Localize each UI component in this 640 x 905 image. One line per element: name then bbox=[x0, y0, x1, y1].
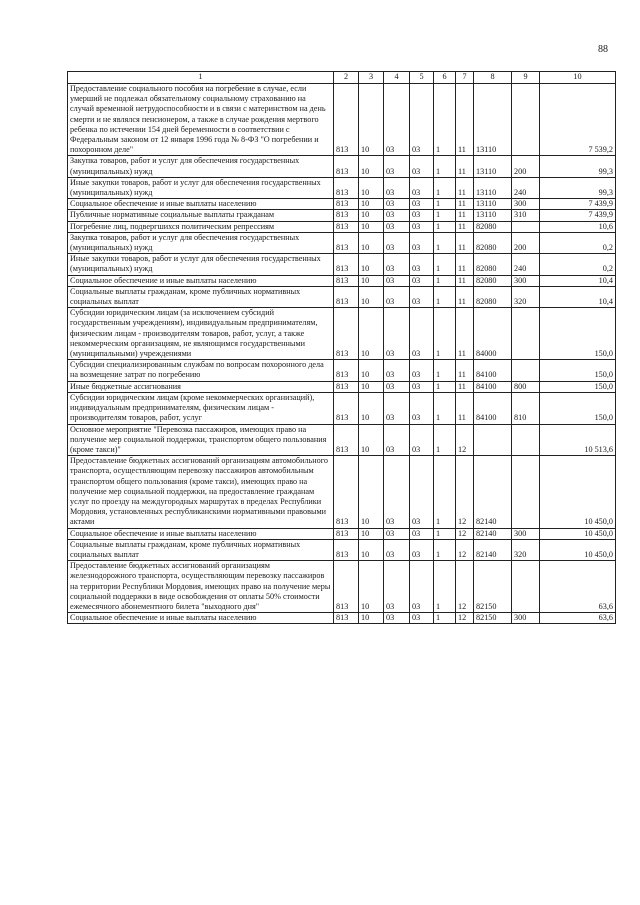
section-code: 10 bbox=[359, 177, 384, 198]
expense-type-code: 300 bbox=[512, 613, 540, 624]
expense-type-code: 300 bbox=[512, 275, 540, 286]
section-code: 10 bbox=[359, 254, 384, 275]
gov-code: 813 bbox=[334, 286, 359, 307]
column-header: 10 bbox=[540, 72, 616, 84]
program-code: 03 bbox=[410, 254, 434, 275]
subprogram-code: 1 bbox=[434, 539, 456, 560]
section-code: 10 bbox=[359, 308, 384, 360]
subprogram-code: 1 bbox=[434, 424, 456, 456]
amount: 10,6 bbox=[540, 221, 616, 232]
amount: 63,6 bbox=[540, 613, 616, 624]
expense-type-code: 320 bbox=[512, 286, 540, 307]
subsection-code: 03 bbox=[384, 381, 410, 392]
event-code: 12 bbox=[456, 456, 474, 528]
gov-code: 813 bbox=[334, 613, 359, 624]
subsection-code: 03 bbox=[384, 308, 410, 360]
direction-code: 82140 bbox=[474, 528, 512, 539]
program-code: 03 bbox=[410, 156, 434, 177]
program-code: 03 bbox=[410, 381, 434, 392]
expense-type-code bbox=[512, 360, 540, 381]
table-row bbox=[68, 275, 616, 286]
direction-code: 84100 bbox=[474, 360, 512, 381]
event-code: 11 bbox=[456, 177, 474, 198]
row-name: Социальное обеспечение и иные выплаты населению bbox=[68, 613, 334, 624]
event-code: 11 bbox=[456, 360, 474, 381]
section-code: 10 bbox=[359, 84, 384, 156]
expense-type-code: 320 bbox=[512, 539, 540, 560]
section-code: 10 bbox=[359, 275, 384, 286]
expense-type-code: 200 bbox=[512, 232, 540, 253]
amount: 150,0 bbox=[540, 381, 616, 392]
table-row bbox=[68, 381, 616, 392]
row-name: Предоставление бюджетных ассигнований организациям автомобильного транспорта, осуществляющим перевозку пассажиров автомобильным транспортом общего пользования (кроме такси), имеющих право на получение мер социальной поддержки, на предоставление гражданам услуг по проезду на междугородных маршрутах в пределах Республики Мордовия, установленных республиканскими нормативными правовыми актами bbox=[68, 456, 334, 528]
direction-code: 84000 bbox=[474, 308, 512, 360]
section-code: 10 bbox=[359, 221, 384, 232]
program-code: 03 bbox=[410, 84, 434, 156]
amount: 10 450,0 bbox=[540, 456, 616, 528]
column-header: 5 bbox=[410, 72, 434, 84]
row-name: Предоставление социального пособия на погребение в случае, если умерший не подлежал обязательному социальному страхованию на случай временной нетрудоспособности и в связи с материнством на день смерти и не являлся пенсионером, а также в случае рождения мертвого ребенка по истечении 154 дней беременности в соответствии с Федеральным законом от 12 января 1996 года № 8-ФЗ "О погребении и похоронном деле" bbox=[68, 84, 334, 156]
table-row bbox=[68, 539, 616, 560]
subprogram-code: 1 bbox=[434, 232, 456, 253]
event-code: 11 bbox=[456, 232, 474, 253]
amount: 10,4 bbox=[540, 286, 616, 307]
section-code: 10 bbox=[359, 156, 384, 177]
amount: 63,6 bbox=[540, 561, 616, 613]
amount: 7 439,9 bbox=[540, 199, 616, 210]
table-row bbox=[68, 254, 616, 275]
amount: 10 513,6 bbox=[540, 424, 616, 456]
table-row bbox=[68, 210, 616, 221]
section-code: 10 bbox=[359, 456, 384, 528]
direction-code: 82150 bbox=[474, 561, 512, 613]
direction-code: 13110 bbox=[474, 84, 512, 156]
subprogram-code: 1 bbox=[434, 221, 456, 232]
table-row bbox=[68, 221, 616, 232]
subprogram-code: 1 bbox=[434, 254, 456, 275]
subprogram-code: 1 bbox=[434, 561, 456, 613]
subsection-code: 03 bbox=[384, 156, 410, 177]
subprogram-code: 1 bbox=[434, 381, 456, 392]
direction-code: 84100 bbox=[474, 381, 512, 392]
event-code: 12 bbox=[456, 613, 474, 624]
table-row bbox=[68, 84, 616, 156]
expense-type-code bbox=[512, 308, 540, 360]
expense-type-code: 810 bbox=[512, 392, 540, 424]
amount: 10 450,0 bbox=[540, 528, 616, 539]
gov-code: 813 bbox=[334, 156, 359, 177]
expense-type-code bbox=[512, 561, 540, 613]
program-code: 03 bbox=[410, 210, 434, 221]
row-name: Основное мероприятие "Перевозка пассажиров, имеющих право на получение мер социальной поддержки, транспортом общего пользования (кроме такси)" bbox=[68, 424, 334, 456]
subsection-code: 03 bbox=[384, 561, 410, 613]
expense-type-code: 300 bbox=[512, 528, 540, 539]
direction-code bbox=[474, 424, 512, 456]
table-row bbox=[68, 286, 616, 307]
expense-type-code: 310 bbox=[512, 210, 540, 221]
expense-type-code: 200 bbox=[512, 156, 540, 177]
amount: 10,4 bbox=[540, 275, 616, 286]
subsection-code: 03 bbox=[384, 424, 410, 456]
column-header: 9 bbox=[512, 72, 540, 84]
amount: 99,3 bbox=[540, 177, 616, 198]
section-code: 10 bbox=[359, 232, 384, 253]
table-row bbox=[68, 613, 616, 624]
program-code: 03 bbox=[410, 561, 434, 613]
table-row bbox=[68, 561, 616, 613]
event-code: 11 bbox=[456, 308, 474, 360]
table-row bbox=[68, 156, 616, 177]
direction-code: 82150 bbox=[474, 613, 512, 624]
table-row bbox=[68, 199, 616, 210]
amount: 7 539,2 bbox=[540, 84, 616, 156]
column-header: 8 bbox=[474, 72, 512, 84]
table-row bbox=[68, 177, 616, 198]
table-row bbox=[68, 232, 616, 253]
gov-code: 813 bbox=[334, 232, 359, 253]
gov-code: 813 bbox=[334, 392, 359, 424]
subsection-code: 03 bbox=[384, 254, 410, 275]
program-code: 03 bbox=[410, 456, 434, 528]
subsection-code: 03 bbox=[384, 539, 410, 560]
program-code: 03 bbox=[410, 308, 434, 360]
budget-table bbox=[67, 71, 616, 624]
subprogram-code: 1 bbox=[434, 210, 456, 221]
section-code: 10 bbox=[359, 561, 384, 613]
event-code: 11 bbox=[456, 84, 474, 156]
amount: 150,0 bbox=[540, 392, 616, 424]
table-body bbox=[68, 84, 616, 624]
direction-code: 82140 bbox=[474, 456, 512, 528]
subprogram-code: 1 bbox=[434, 613, 456, 624]
row-name: Предоставление бюджетных ассигнований организациям железнодорожного транспорта, осуществляющим перевозку пассажиров на территории Республики Мордовия, имеющих право на получение меры социальной поддержки в виде освобождения от оплаты 50% стоимости ежемесячного абонементного билета "выходного дня" bbox=[68, 561, 334, 613]
direction-code: 13110 bbox=[474, 177, 512, 198]
program-code: 03 bbox=[410, 539, 434, 560]
table-row bbox=[68, 528, 616, 539]
gov-code: 813 bbox=[334, 561, 359, 613]
program-code: 03 bbox=[410, 199, 434, 210]
subsection-code: 03 bbox=[384, 221, 410, 232]
program-code: 03 bbox=[410, 424, 434, 456]
subprogram-code: 1 bbox=[434, 177, 456, 198]
subsection-code: 03 bbox=[384, 177, 410, 198]
table-row bbox=[68, 308, 616, 360]
row-name: Закупка товаров, работ и услуг для обеспечения государственных (муниципальных) нужд bbox=[68, 232, 334, 253]
row-name: Субсидии юридическим лицам (кроме некоммерческих организаций), индивидуальным предпринимателям, физическим лицам - производителям товаров, работ, услуг bbox=[68, 392, 334, 424]
table-row bbox=[68, 424, 616, 456]
section-code: 10 bbox=[359, 613, 384, 624]
event-code: 12 bbox=[456, 424, 474, 456]
event-code: 11 bbox=[456, 286, 474, 307]
amount: 10 450,0 bbox=[540, 539, 616, 560]
subsection-code: 03 bbox=[384, 275, 410, 286]
row-name: Иные бюджетные ассигнования bbox=[68, 381, 334, 392]
row-name: Публичные нормативные социальные выплаты гражданам bbox=[68, 210, 334, 221]
section-code: 10 bbox=[359, 360, 384, 381]
subsection-code: 03 bbox=[384, 456, 410, 528]
direction-code: 13110 bbox=[474, 210, 512, 221]
amount: 150,0 bbox=[540, 360, 616, 381]
subsection-code: 03 bbox=[384, 232, 410, 253]
column-header: 6 bbox=[434, 72, 456, 84]
program-code: 03 bbox=[410, 275, 434, 286]
row-name: Погребение лиц, подвергшихся политическим репрессиям bbox=[68, 221, 334, 232]
direction-code: 82080 bbox=[474, 232, 512, 253]
gov-code: 813 bbox=[334, 308, 359, 360]
program-code: 03 bbox=[410, 177, 434, 198]
column-header: 7 bbox=[456, 72, 474, 84]
program-code: 03 bbox=[410, 528, 434, 539]
expense-type-code: 240 bbox=[512, 254, 540, 275]
event-code: 12 bbox=[456, 539, 474, 560]
expense-type-code bbox=[512, 221, 540, 232]
row-name: Закупка товаров, работ и услуг для обеспечения государственных (муниципальных) нужд bbox=[68, 156, 334, 177]
row-name: Социальные выплаты гражданам, кроме публичных нормативных социальных выплат bbox=[68, 539, 334, 560]
gov-code: 813 bbox=[334, 84, 359, 156]
gov-code: 813 bbox=[334, 210, 359, 221]
column-header: 3 bbox=[359, 72, 384, 84]
section-code: 10 bbox=[359, 381, 384, 392]
subsection-code: 03 bbox=[384, 286, 410, 307]
column-header: 1 bbox=[68, 72, 334, 84]
subsection-code: 03 bbox=[384, 84, 410, 156]
subsection-code: 03 bbox=[384, 613, 410, 624]
subsection-code: 03 bbox=[384, 392, 410, 424]
table-row bbox=[68, 392, 616, 424]
gov-code: 813 bbox=[334, 177, 359, 198]
table-header-row bbox=[68, 72, 616, 84]
section-code: 10 bbox=[359, 286, 384, 307]
row-name: Иные закупки товаров, работ и услуг для обеспечения государственных (муниципальных) нужд bbox=[68, 177, 334, 198]
subprogram-code: 1 bbox=[434, 156, 456, 177]
row-name: Иные закупки товаров, работ и услуг для обеспечения государственных (муниципальных) нужд bbox=[68, 254, 334, 275]
event-code: 11 bbox=[456, 392, 474, 424]
subprogram-code: 1 bbox=[434, 528, 456, 539]
section-code: 10 bbox=[359, 528, 384, 539]
gov-code: 813 bbox=[334, 254, 359, 275]
program-code: 03 bbox=[410, 221, 434, 232]
direction-code: 82080 bbox=[474, 286, 512, 307]
subsection-code: 03 bbox=[384, 360, 410, 381]
program-code: 03 bbox=[410, 232, 434, 253]
expense-type-code bbox=[512, 456, 540, 528]
subprogram-code: 1 bbox=[434, 392, 456, 424]
event-code: 11 bbox=[456, 210, 474, 221]
gov-code: 813 bbox=[334, 199, 359, 210]
expense-type-code: 300 bbox=[512, 199, 540, 210]
gov-code: 813 bbox=[334, 360, 359, 381]
section-code: 10 bbox=[359, 539, 384, 560]
expense-type-code bbox=[512, 84, 540, 156]
table-row bbox=[68, 360, 616, 381]
gov-code: 813 bbox=[334, 528, 359, 539]
direction-code: 82140 bbox=[474, 539, 512, 560]
row-name: Субсидии специализированным службам по вопросам похоронного дела на возмещение затрат по погребению bbox=[68, 360, 334, 381]
direction-code: 82080 bbox=[474, 221, 512, 232]
subprogram-code: 1 bbox=[434, 456, 456, 528]
column-header: 4 bbox=[384, 72, 410, 84]
section-code: 10 bbox=[359, 199, 384, 210]
expense-type-code: 240 bbox=[512, 177, 540, 198]
row-name: Социальное обеспечение и иные выплаты населению bbox=[68, 275, 334, 286]
subsection-code: 03 bbox=[384, 210, 410, 221]
section-code: 10 bbox=[359, 392, 384, 424]
amount: 99,3 bbox=[540, 156, 616, 177]
event-code: 11 bbox=[456, 275, 474, 286]
program-code: 03 bbox=[410, 360, 434, 381]
subprogram-code: 1 bbox=[434, 360, 456, 381]
event-code: 11 bbox=[456, 221, 474, 232]
amount: 0,2 bbox=[540, 254, 616, 275]
row-name: Социальное обеспечение и иные выплаты населению bbox=[68, 528, 334, 539]
row-name: Субсидии юридическим лицам (за исключением субсидий государственным учреждениям), индивидуальным предпринимателям, физическим лицам - производителям товаров, работ, услуг, а также некоммерческим организациям, не являющимся государственными (муниципальными) учреждениями bbox=[68, 308, 334, 360]
event-code: 11 bbox=[456, 381, 474, 392]
row-name: Социальные выплаты гражданам, кроме публичных нормативных социальных выплат bbox=[68, 286, 334, 307]
amount: 150,0 bbox=[540, 308, 616, 360]
direction-code: 13110 bbox=[474, 199, 512, 210]
expense-type-code: 800 bbox=[512, 381, 540, 392]
event-code: 12 bbox=[456, 561, 474, 613]
row-name: Социальное обеспечение и иные выплаты населению bbox=[68, 199, 334, 210]
subsection-code: 03 bbox=[384, 199, 410, 210]
page-number: 88 bbox=[598, 44, 608, 55]
program-code: 03 bbox=[410, 286, 434, 307]
subprogram-code: 1 bbox=[434, 199, 456, 210]
direction-code: 84100 bbox=[474, 392, 512, 424]
event-code: 12 bbox=[456, 528, 474, 539]
subprogram-code: 1 bbox=[434, 84, 456, 156]
gov-code: 813 bbox=[334, 381, 359, 392]
section-code: 10 bbox=[359, 210, 384, 221]
program-code: 03 bbox=[410, 613, 434, 624]
event-code: 11 bbox=[456, 254, 474, 275]
expense-type-code bbox=[512, 424, 540, 456]
direction-code: 82080 bbox=[474, 254, 512, 275]
subprogram-code: 1 bbox=[434, 286, 456, 307]
program-code: 03 bbox=[410, 392, 434, 424]
subsection-code: 03 bbox=[384, 528, 410, 539]
direction-code: 13110 bbox=[474, 156, 512, 177]
gov-code: 813 bbox=[334, 539, 359, 560]
gov-code: 813 bbox=[334, 221, 359, 232]
direction-code: 82080 bbox=[474, 275, 512, 286]
subprogram-code: 1 bbox=[434, 308, 456, 360]
gov-code: 813 bbox=[334, 275, 359, 286]
gov-code: 813 bbox=[334, 456, 359, 528]
event-code: 11 bbox=[456, 199, 474, 210]
amount: 0,2 bbox=[540, 232, 616, 253]
amount: 7 439,9 bbox=[540, 210, 616, 221]
table-row bbox=[68, 456, 616, 528]
event-code: 11 bbox=[456, 156, 474, 177]
section-code: 10 bbox=[359, 424, 384, 456]
column-header: 2 bbox=[334, 72, 359, 84]
subprogram-code: 1 bbox=[434, 275, 456, 286]
gov-code: 813 bbox=[334, 424, 359, 456]
